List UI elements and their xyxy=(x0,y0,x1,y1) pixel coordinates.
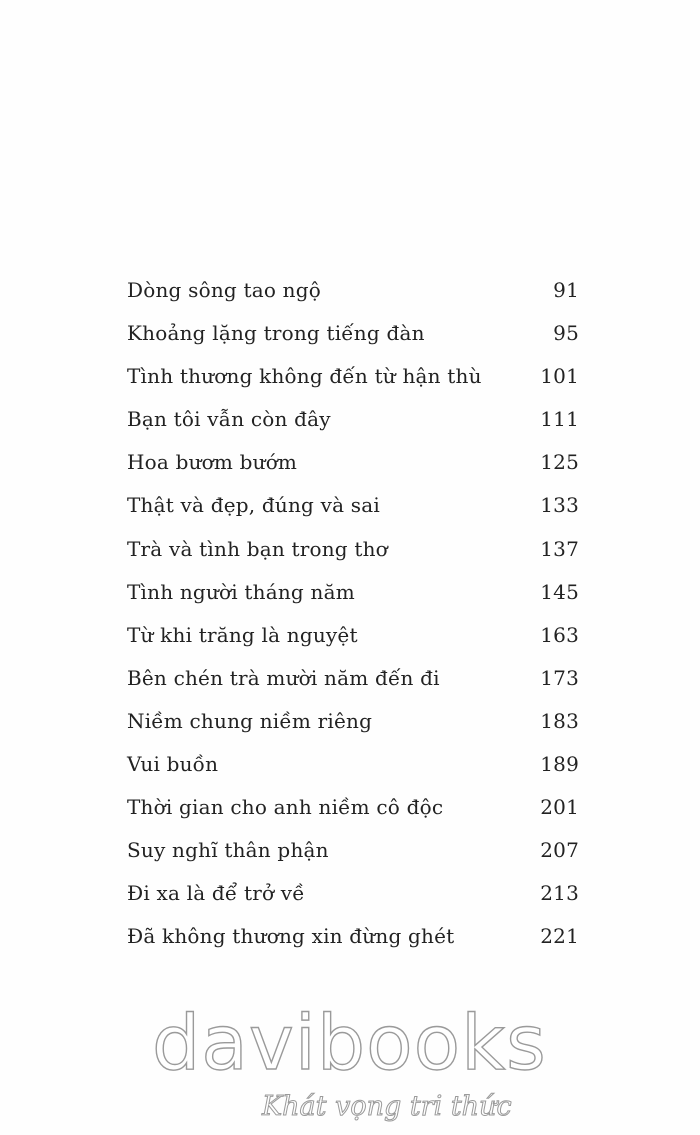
toc-entry xyxy=(127,752,579,795)
toc-entry-page: 201 xyxy=(540,795,579,820)
toc-entry-title: Suy nghĩ thân phận xyxy=(127,838,329,863)
toc-entry-title: Trà và tình bạn trong thơ xyxy=(127,536,388,561)
toc-entry xyxy=(127,407,579,450)
toc-entry xyxy=(127,924,579,967)
toc-entry-title: Từ khi trăng là nguyệt xyxy=(127,622,358,647)
toc-entry-title: Dòng sông tao ngộ xyxy=(127,278,321,302)
toc-entry-page: 111 xyxy=(540,407,579,432)
toc-entry-page: 101 xyxy=(540,364,579,389)
toc-entry-page: 125 xyxy=(540,450,579,475)
toc-entry xyxy=(127,881,579,924)
toc-entry-page: 163 xyxy=(540,622,579,647)
toc-entry-title: Vui buồn xyxy=(127,752,219,777)
toc-entry-page: 133 xyxy=(540,493,579,518)
toc-entry-title: Thời gian cho anh niềm cô độc xyxy=(127,795,444,820)
toc-entry-page: 183 xyxy=(540,708,579,733)
toc-entry-page: 207 xyxy=(540,838,579,863)
toc-entry xyxy=(127,321,579,364)
watermark-brand: davibooks xyxy=(152,998,547,1087)
toc-entry xyxy=(127,493,579,536)
toc-entry-title: Tình người tháng năm xyxy=(127,579,355,604)
toc-entry xyxy=(127,623,579,666)
publisher-watermark xyxy=(0,998,700,1135)
toc-entry-page: 221 xyxy=(540,924,579,949)
toc-entry-page: 95 xyxy=(553,321,579,346)
toc-entry-title: Khoảng lặng trong tiếng đàn xyxy=(127,321,425,346)
toc-entry-title: Niềm chung niềm riêng xyxy=(127,708,373,733)
toc-entry-title: Đã không thương xin đừng ghét xyxy=(127,924,455,949)
toc-entry xyxy=(127,580,579,623)
toc-entry xyxy=(127,795,579,838)
toc-entry-page: 173 xyxy=(540,665,579,690)
toc-entry xyxy=(127,537,579,580)
toc-entry-page: 91 xyxy=(553,278,579,302)
toc-entry-page: 145 xyxy=(540,579,579,604)
table-of-contents xyxy=(127,278,579,968)
toc-entry-title: Bên chén trà mười năm đến đi xyxy=(127,665,440,690)
watermark-tagline: Khát vọng tri thức xyxy=(262,1091,512,1122)
toc-entry-title: Hoa bươm bướm xyxy=(127,450,298,475)
toc-entry-title: Tình thương không đến từ hận thù xyxy=(127,364,482,389)
toc-entry-page: 189 xyxy=(540,752,579,777)
toc-entry-title: Đi xa là để trở về xyxy=(127,881,305,906)
toc-entry xyxy=(127,666,579,709)
toc-entry-title: Bạn tôi vẫn còn đây xyxy=(127,407,331,432)
toc-entry xyxy=(127,709,579,752)
toc-entry-title: Thật và đẹp, đúng và sai xyxy=(127,493,380,518)
toc-entry-page: 137 xyxy=(540,536,579,561)
toc-entry xyxy=(127,838,579,881)
toc-entry xyxy=(127,278,579,321)
toc-entry xyxy=(127,364,579,407)
toc-entry xyxy=(127,450,579,493)
toc-entry-page: 213 xyxy=(540,881,579,906)
